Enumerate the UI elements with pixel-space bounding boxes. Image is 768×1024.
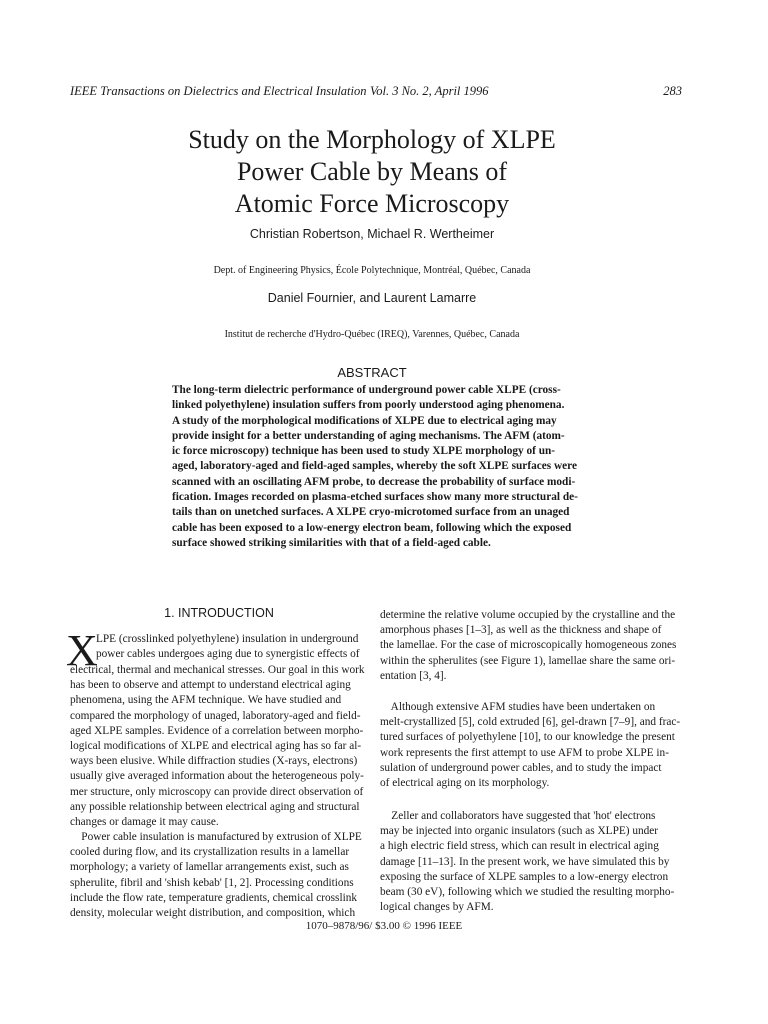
abstract-line: The long-term dielectric performance of underground power cable XLPE (cross- bbox=[172, 384, 561, 396]
abstract-body bbox=[172, 383, 576, 551]
body-line: electrical, thermal and mechanical stresses. Our goal in this work bbox=[70, 664, 365, 676]
body-line: the lamellae. For the case of microscopically homogeneous zones bbox=[380, 639, 677, 652]
body-line: changes or damage it may cause. bbox=[70, 815, 219, 828]
body-line: include the flow rate, temperature gradients, chemical crosslink bbox=[70, 891, 358, 904]
affiliation-1: Dept. of Engineering Physics, École Polytechnique, Montréal, Québec, Canada bbox=[213, 265, 531, 276]
journal-name: IEEE Transactions on Dielectrics and Electrical Insulation bbox=[70, 84, 367, 98]
body-line: has been to observe and attempt to understand electrical aging bbox=[70, 679, 351, 692]
page-number: 283 bbox=[663, 84, 682, 98]
abstract-line: fication. Images recorded on plasma-etched surfaces show many more structural de- bbox=[172, 491, 578, 504]
abstract-heading: ABSTRACT bbox=[337, 365, 407, 380]
left-column-body bbox=[70, 663, 368, 921]
body-line: cooled during flow, and its crystallization results in a lamellar bbox=[70, 846, 350, 859]
body-line: mer structure, only microscopy can provide direct observation of bbox=[70, 785, 364, 798]
drop-cap: X bbox=[66, 626, 98, 675]
body-line: logical changes by AFM. bbox=[380, 901, 494, 914]
right-column-para-3 bbox=[380, 809, 680, 915]
abstract-line: tails than on unetched surfaces. A XLPE cryo-microtomed surface from an unaged bbox=[172, 506, 570, 519]
abstract-line: provide insight for a better understanding of aging mechanisms. The AFM (atom- bbox=[172, 429, 565, 442]
affiliation-2: Institut de recherche d'Hydro-Québec (IREQ), Varennes, Québec, Canada bbox=[224, 329, 520, 340]
title-line: Atomic Force Microscopy bbox=[234, 189, 510, 218]
title-line: Power Cable by Means of bbox=[236, 157, 508, 186]
body-line: LPE (crosslinked polyethylene) insulation in underground bbox=[96, 633, 359, 645]
title-line: Study on the Morphology of XLPE bbox=[188, 125, 556, 154]
abstract-line: linked polyethylene) insulation suffers from poorly understood aging phenomena. bbox=[172, 399, 565, 412]
right-column-para-1 bbox=[380, 608, 680, 684]
body-line: a high electric field stress, which can result in electrical aging bbox=[380, 840, 659, 853]
body-line: exposing the surface of XLPE samples to a low-energy electron bbox=[380, 870, 669, 883]
body-line: density, molecular weight distribution, and composition, which bbox=[70, 907, 356, 919]
running-header bbox=[70, 84, 682, 100]
body-line: Power cable insulation is manufactured by extrusion of XLPE bbox=[70, 831, 362, 844]
body-line: usually give averaged information about the heterogeneous poly- bbox=[70, 770, 364, 783]
paper-title bbox=[100, 124, 644, 220]
body-line: of electrical aging on its morphology. bbox=[380, 776, 550, 789]
body-line: aged XLPE samples. Evidence of a correlation between morpho- bbox=[70, 724, 364, 737]
authors-group-1: Christian Robertson, Michael R. Wertheimer bbox=[249, 227, 495, 241]
abstract-line: cable has been exposed to a low-energy electron beam, following which the exposed bbox=[172, 521, 572, 534]
body-line: Although extensive AFM studies have been undertaken on bbox=[380, 701, 656, 713]
body-line: beam (30 eV), following which we studied the resulting morpho- bbox=[380, 885, 675, 898]
body-line: ways been elusive. While diffraction studies (X-rays, electrons) bbox=[70, 755, 358, 768]
volume-info: Vol. 3 No. 2, April 1996 bbox=[370, 84, 489, 98]
authors-group-2: Daniel Fournier, and Laurent Lamarre bbox=[267, 291, 477, 305]
body-line: within the spherulites (see Figure 1), lamellae share the same ori- bbox=[380, 654, 676, 667]
right-column-para-2 bbox=[380, 700, 680, 791]
body-line: logical modifications of XLPE and electrical aging has so far al- bbox=[70, 739, 362, 752]
body-line: work represents the first attempt to use AFM to probe XLPE in- bbox=[380, 746, 669, 759]
body-line: any possible relationship between electrical aging and structural bbox=[70, 800, 360, 813]
abstract-line: A study of the morphological modifications of XLPE due to electrical aging may bbox=[172, 414, 557, 427]
left-column-drop-lines bbox=[96, 632, 368, 662]
body-line: phenomena, using the AFM technique. We have studied and bbox=[70, 694, 342, 707]
body-line: entation [3, 4]. bbox=[380, 669, 447, 682]
abstract-line: scanned with an oscillating AFM probe, to decrease the probability of surface modi- bbox=[172, 475, 576, 488]
body-line: damage [11–13]. In the present work, we have simulated this by bbox=[380, 855, 670, 868]
abstract-line: ic force microscopy) technique has been used to study XLPE morphology of un- bbox=[172, 445, 556, 458]
abstract-line: aged, laboratory-aged and field-aged samples, whereby the soft XLPE surfaces were bbox=[172, 460, 577, 473]
body-line: melt-crystallized [5], cold extruded [6], gel-drawn [7–9], and frac- bbox=[380, 716, 681, 729]
body-line: may be injected into organic insulators (such as XLPE) under bbox=[380, 825, 659, 838]
body-line: sulation of underground power cables, and to study the impact bbox=[380, 761, 662, 774]
body-line: compared the morphology of unaged, laboratory-aged and field- bbox=[70, 709, 361, 722]
copyright-footer: 1070–9878/96/ $3.00 © 1996 IEEE bbox=[305, 920, 463, 932]
body-line: determine the relative volume occupied by the crystalline and the bbox=[380, 609, 676, 621]
section-heading: 1. INTRODUCTION bbox=[164, 606, 274, 620]
body-line: Zeller and collaborators have suggested that 'hot' electrons bbox=[380, 810, 656, 822]
body-line: amorphous phases [1–3], as well as the thickness and shape of bbox=[380, 624, 662, 637]
body-line: spherulite, fibril and 'shish kebab' [1, 2]. Processing conditions bbox=[70, 876, 354, 889]
body-line: tured surfaces of polyethylene [10], to our knowledge the present bbox=[380, 731, 675, 744]
abstract-line: surface showed striking similarities with that of a field-aged cable. bbox=[172, 536, 491, 549]
body-line: power cables undergoes aging due to synergistic effects of bbox=[96, 648, 360, 661]
body-line: morphology; a variety of lamellar arrangements exist, such as bbox=[70, 861, 349, 874]
